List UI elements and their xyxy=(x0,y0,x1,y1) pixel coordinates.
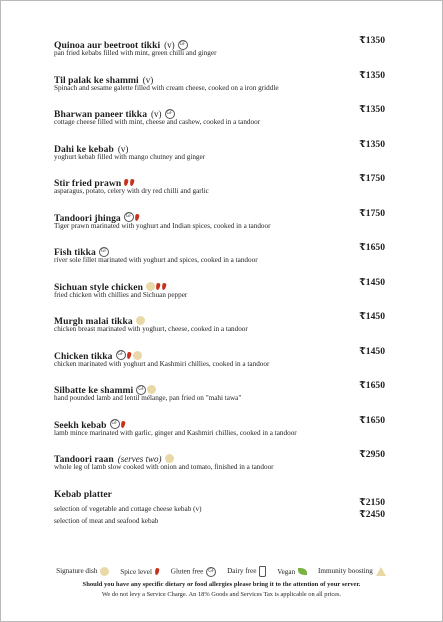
menu-item xyxy=(1,415,443,450)
menu-item xyxy=(1,449,443,484)
menu-item xyxy=(1,311,443,346)
platter-option-price: ₹2450 xyxy=(359,508,385,520)
legend-immunity xyxy=(318,567,387,576)
dish-description: hand pounded lamb and lentil mélange, pan fried on "mahi tawa" xyxy=(54,394,242,402)
dish-name: Quinoa aur beetroot tikki xyxy=(54,40,161,51)
legend-label: Dairy free xyxy=(227,567,257,576)
dish-name: Fish tikka xyxy=(54,247,96,258)
dish-name: Tandoori jhinga xyxy=(54,212,121,224)
dish-description: Spinach and sesame galette filled with cream cheese, cooked on a iron griddle xyxy=(54,83,279,92)
signature-dish-icon xyxy=(136,316,145,325)
dish-price: ₹1350 xyxy=(359,104,385,115)
dish-price: ₹1750 xyxy=(359,207,385,219)
dish-price: ₹1650 xyxy=(359,242,385,253)
dish-name: Seekh kebab xyxy=(54,419,107,431)
dish-name: Stir fried prawn xyxy=(54,178,122,189)
legend-spice xyxy=(120,568,161,576)
gluten-free-icon: GF xyxy=(110,419,120,429)
menu-list xyxy=(1,35,443,528)
legend-vegan xyxy=(277,568,308,576)
platter-option-price: ₹2150 xyxy=(359,496,385,508)
chili-icon xyxy=(126,351,131,359)
dish-description: pan fried kebabs filled with mint, green chilli and ginger xyxy=(54,49,217,57)
dish-price: ₹1650 xyxy=(359,380,385,391)
allergy-note: Should you have any specific dietary or food allergies please bring it to the attention of your server. xyxy=(82,581,361,588)
dish-name: Chicken tikka xyxy=(54,350,113,362)
gluten-free-icon: GF xyxy=(165,109,175,119)
dish-price: ₹1650 xyxy=(359,414,385,426)
dish-description: river sole fillet marinated with yoghurt and spices, cooked in a tandoor xyxy=(54,256,258,264)
platter-option-description: selection of meat and seafood kebab xyxy=(54,516,159,525)
menu-item xyxy=(1,380,443,415)
dish-description: chicken marinated with yoghurt and Kashmiri chillies, cooked in a tandoor xyxy=(54,359,270,368)
platter-item xyxy=(1,484,443,528)
chili-icon xyxy=(155,282,160,290)
dish-description: fried chicken with chillies and Sichuan pepper xyxy=(54,290,188,299)
dish-tag: (v) xyxy=(151,109,162,119)
icon-legend xyxy=(1,566,442,577)
chili-icon xyxy=(161,282,166,290)
gluten-free-icon: GF xyxy=(178,40,188,50)
menu-item xyxy=(1,104,443,139)
legend-label: Signature dish xyxy=(56,567,98,576)
legend-label: Gluten free xyxy=(170,567,204,576)
menu-item xyxy=(1,242,443,277)
dish-name: Sichuan style chicken xyxy=(54,281,144,293)
gluten-free-icon: GF xyxy=(136,385,146,395)
dish-tag: (v) xyxy=(142,74,154,85)
chili-icon xyxy=(134,213,139,221)
legend-dairy-free xyxy=(227,566,267,577)
signature-dish-icon xyxy=(147,385,156,394)
chili-icon xyxy=(120,420,125,428)
dish-price: ₹1450 xyxy=(359,276,385,288)
dish-tag: (v) xyxy=(164,40,175,50)
legend-signature xyxy=(56,567,110,576)
dish-price: ₹2950 xyxy=(359,449,385,460)
legend-label: Vegan xyxy=(277,567,296,576)
dish-description: whole leg of lamb slow cooked with onion and tomato, finished in a tandoor xyxy=(54,463,274,471)
dish-price: ₹1350 xyxy=(359,138,385,150)
dish-description: asparagus, potato, celery with dry red chilli and garlic xyxy=(54,187,209,195)
dairy-free-icon xyxy=(259,566,266,577)
platter-name: Kebab platter xyxy=(54,488,112,500)
chili-icon xyxy=(154,568,159,576)
menu-item xyxy=(1,208,443,243)
dish-description: cottage cheese filled with mint, cheese and cashew, cooked in a tandoor xyxy=(54,118,261,126)
menu-item xyxy=(1,346,443,381)
dish-price: ₹1450 xyxy=(359,311,385,322)
legend-gluten-free xyxy=(171,567,218,577)
legend-label: Spice level xyxy=(120,567,152,576)
dish-name: Til palak ke shammi xyxy=(54,74,139,86)
dish-name: Silbatte ke shammi xyxy=(54,385,134,396)
dish-name: Murgh malai tikka xyxy=(54,316,133,327)
gluten-free-icon: GF xyxy=(124,212,134,222)
dish-price: ₹1350 xyxy=(359,35,385,46)
immunity-boosting-icon xyxy=(376,567,386,576)
dish-price: ₹1750 xyxy=(359,173,385,184)
vegan-leaf-icon xyxy=(298,568,307,575)
dish-description: chicken breast marinated with yoghurt, cheese, cooked in a tandoor xyxy=(54,325,248,333)
dish-price: ₹1450 xyxy=(359,345,385,357)
dish-name: Tandoori raan xyxy=(54,454,114,465)
chili-icon xyxy=(130,179,135,187)
dish-tag: (v) xyxy=(117,143,129,154)
platter-option xyxy=(54,496,385,513)
dish-description: yoghurt kebab filled with mango chutney and ginger xyxy=(54,152,206,161)
menu-item xyxy=(1,139,443,174)
gluten-free-icon: GF xyxy=(116,350,126,360)
signature-dish-icon xyxy=(100,567,109,576)
gluten-free-icon: GF xyxy=(99,247,109,257)
legend-label: Immunity boosting xyxy=(317,567,373,576)
service-charge-note: We do not levy a Service Charge. An 18% Goods and Services Tax is applicable on all prices. xyxy=(101,591,342,598)
platter-option-description: selection of vegetable and cottage cheese kebab (v) xyxy=(54,504,202,513)
menu-item xyxy=(1,277,443,312)
chili-icon xyxy=(124,179,129,187)
dish-description: Tiger prawn marinated with yoghurt and Indian spices, cooked in a tandoor xyxy=(54,221,271,230)
signature-dish-icon xyxy=(146,282,155,291)
gluten-free-icon: GF xyxy=(206,567,216,577)
signature-dish-icon xyxy=(133,351,142,360)
menu-item xyxy=(1,35,443,70)
dish-price: ₹1350 xyxy=(359,69,385,81)
dish-name: Bharwan paneer tikka xyxy=(54,109,148,120)
signature-dish-icon xyxy=(165,454,174,463)
menu-item xyxy=(1,70,443,105)
menu-item xyxy=(1,173,443,208)
dish-serving-note: (serves two) xyxy=(117,454,162,464)
dish-name: Dahi ke kebab xyxy=(54,143,114,155)
dish-description: lamb mince marinated with garlic, ginger and Kashmiri chillies, cooked in a tandoor xyxy=(54,428,297,437)
